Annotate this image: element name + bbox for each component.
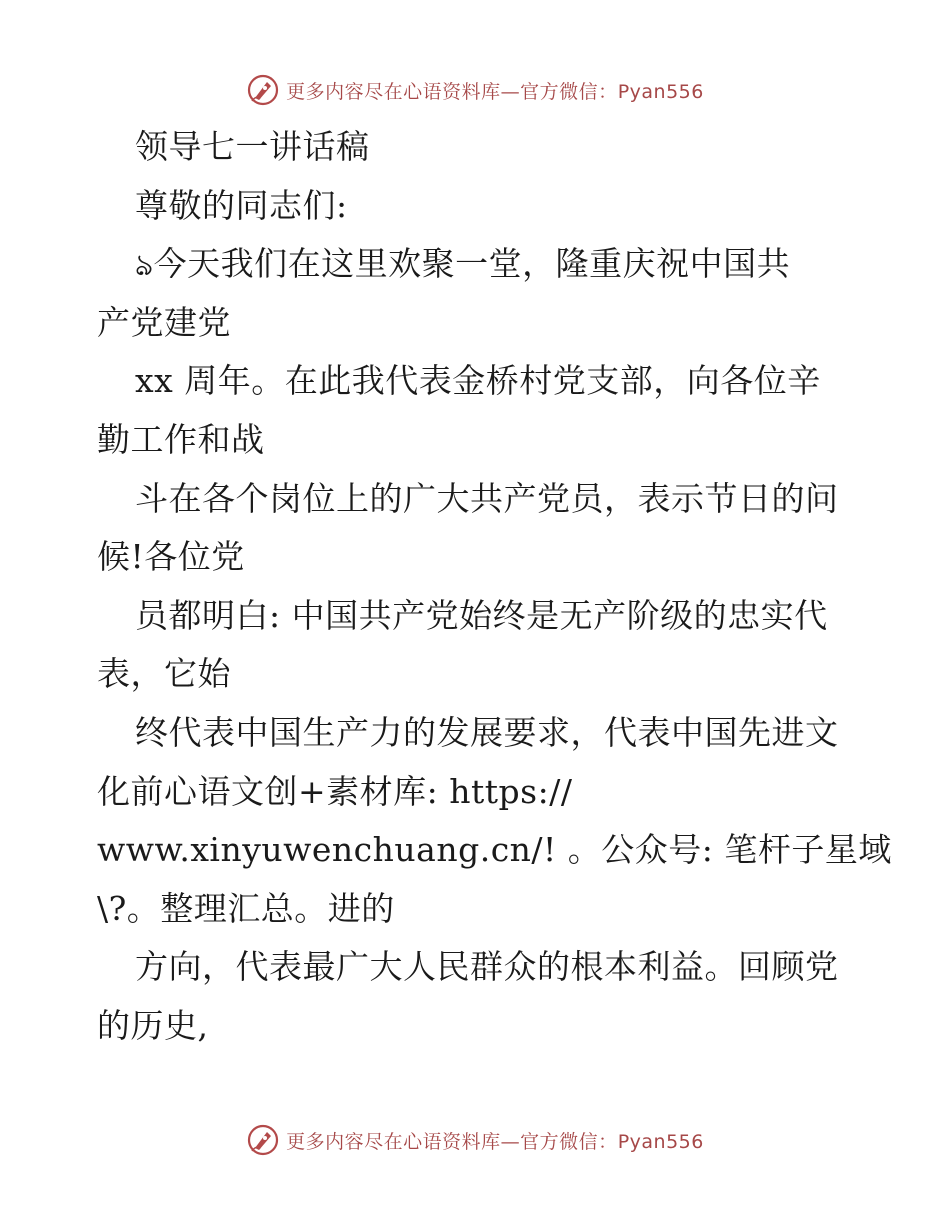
paragraph-line: www.xinyuwenchuang.cn/! 。公众号: 笔杆子星域	[97, 830, 892, 870]
header-banner	[0, 70, 950, 110]
paragraph-line: 勤工作和战	[97, 419, 265, 459]
paragraph-line: 员都明白: 中国共产党始终是无产阶级的忠实代	[135, 595, 828, 635]
paragraph-line: 的历史,	[97, 1005, 209, 1045]
footer-banner-label: 官方微信：	[520, 1130, 618, 1153]
paragraph-line: 产党建党	[97, 302, 231, 342]
paragraph-line: 表，它始	[97, 654, 231, 694]
paragraph-line	[97, 235, 857, 294]
salutation: 尊敬的同志们:	[135, 185, 348, 225]
pen-nib-logo-icon	[246, 1123, 280, 1157]
paragraph-line: xx 周年。在此我代表金桥村党支部，向各位辛	[135, 361, 821, 401]
ornament-icon: ঌ	[135, 248, 154, 284]
header-banner-sep: —	[500, 80, 521, 103]
paragraph-line: 斗在各个岗位上的广大共产党员，表示节日的问	[135, 478, 839, 518]
footer-banner	[0, 1120, 950, 1160]
header-banner-label: 官方微信：	[520, 80, 618, 103]
footer-banner-main: 更多内容尽在心语资料库	[286, 1130, 501, 1153]
paragraph-line-text: 今天我们在这里欢聚一堂，隆重庆祝中国共	[153, 244, 791, 284]
paragraph-line: 化前心语文创+素材库: https://	[97, 771, 573, 811]
footer-banner-wechat: Pyan556	[617, 1130, 704, 1153]
paragraph-line: 终代表中国生产力的发展要求，代表中国先进文	[135, 712, 839, 752]
footer-banner-sep: —	[500, 1130, 521, 1153]
paragraph-line: \?。整理汇总。进的	[97, 888, 395, 928]
document-title: 领导七一讲话稿	[135, 127, 370, 166]
paragraph-line: 方向，代表最广大人民群众的根本利益。回顾党	[135, 947, 839, 987]
footer-banner-text	[286, 1127, 704, 1154]
header-banner-main: 更多内容尽在心语资料库	[286, 80, 501, 103]
paragraph-line: 候!各位党	[97, 537, 245, 577]
header-banner-text	[286, 77, 704, 104]
document-body	[97, 118, 892, 1056]
header-banner-wechat: Pyan556	[617, 80, 704, 103]
pen-nib-logo-icon	[246, 73, 280, 107]
